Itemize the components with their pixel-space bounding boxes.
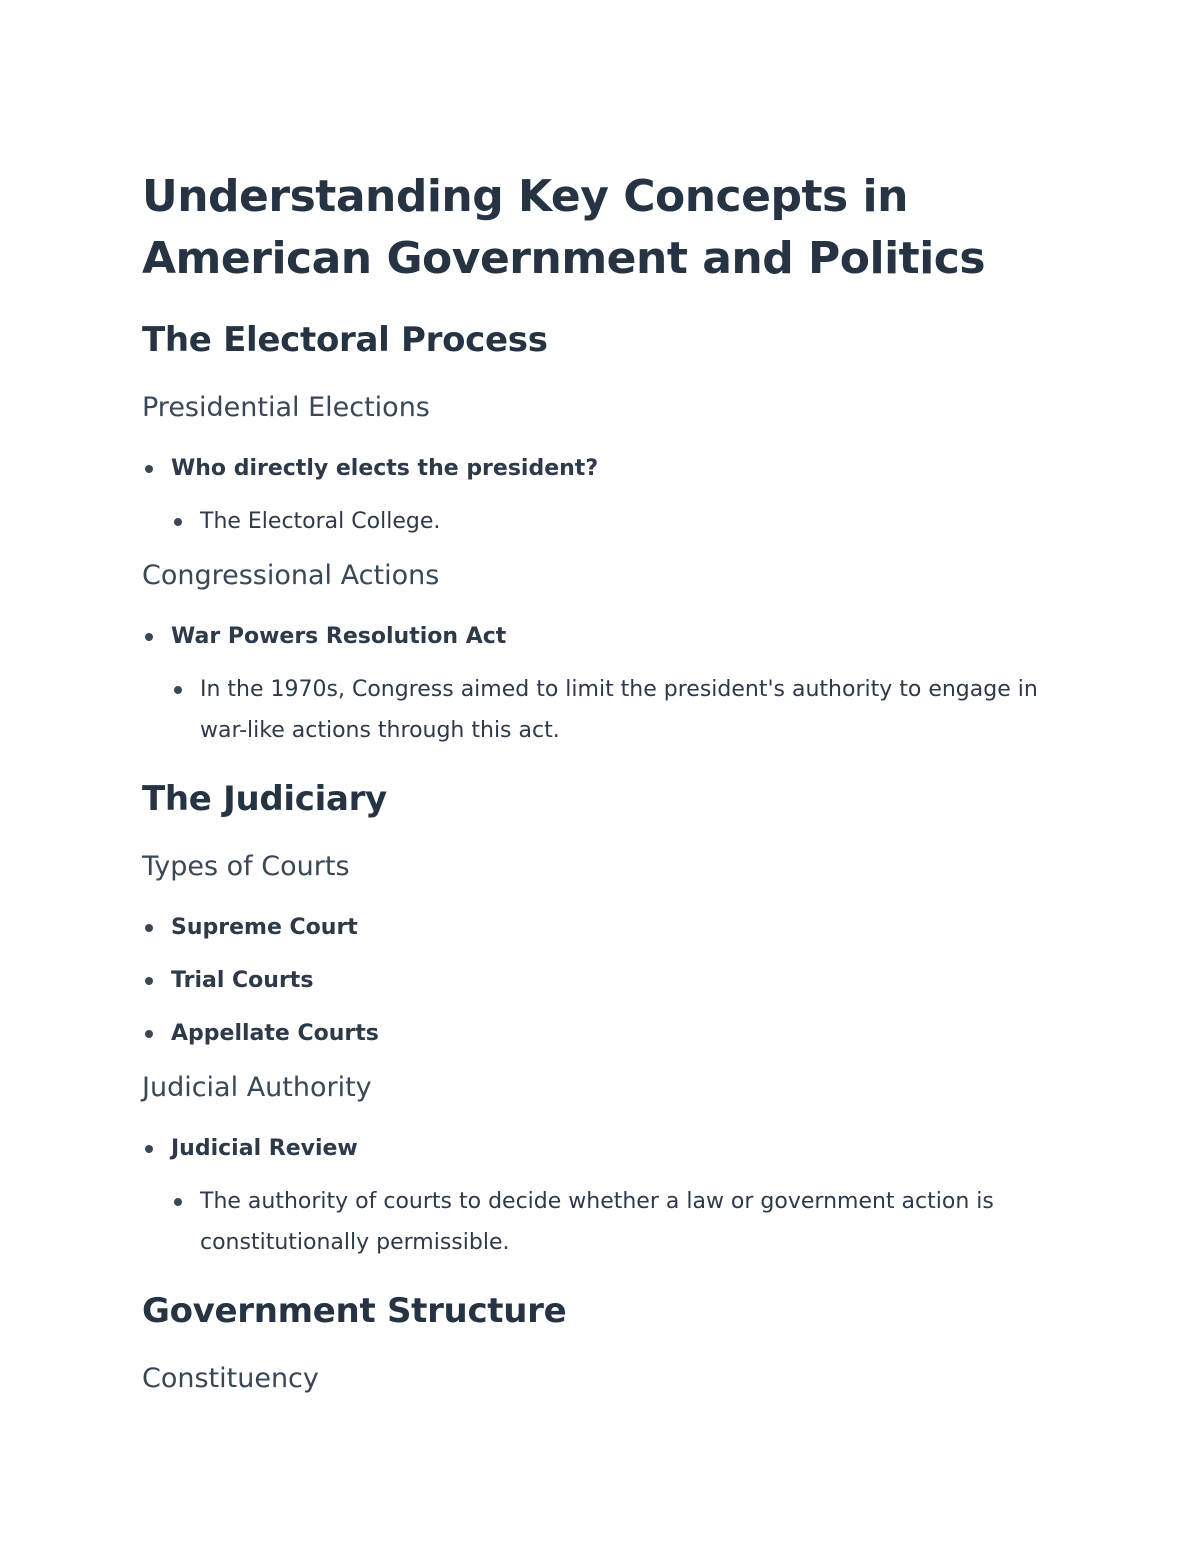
section-heading: The Judiciary xyxy=(142,779,387,819)
sub-list-item: The authority of courts to decide whether a law or government action is constitutionally permissible. xyxy=(171,1181,1060,1263)
bullet-list xyxy=(142,448,1060,542)
list-item: Supreme Court xyxy=(142,907,1060,948)
list-item: Who directly elects the president? xyxy=(142,448,1060,489)
list-item: Trial Courts xyxy=(142,960,1060,1001)
section-heading: The Electoral Process xyxy=(142,320,548,360)
bullet-list xyxy=(142,1128,1060,1263)
section-heading: Government Structure xyxy=(142,1291,567,1331)
sub-list-item: In the 1970s, Congress aimed to limit the president's authority to engage in war-like actions through this act. xyxy=(171,669,1060,751)
section-government-structure xyxy=(142,1289,1060,1399)
section-judiciary xyxy=(142,777,1060,1263)
list-item: Appellate Courts xyxy=(142,1013,1060,1054)
subsection-heading: Congressional Actions xyxy=(142,560,440,591)
bullet-list xyxy=(142,616,1060,751)
sub-list-item: The Electoral College. xyxy=(171,501,1060,542)
subsection-heading: Judicial Authority xyxy=(142,1072,372,1103)
bullet-list xyxy=(142,907,1060,1054)
section-electoral-process xyxy=(142,318,1060,751)
subsection-heading: Presidential Elections xyxy=(142,392,430,423)
document-title: Understanding Key Concepts in American Government and Politics xyxy=(142,171,986,284)
list-item: War Powers Resolution Act xyxy=(142,616,1060,657)
subsection-heading: Types of Courts xyxy=(142,851,350,882)
list-item: Judicial Review xyxy=(142,1128,1060,1169)
subsection-heading: Constituency xyxy=(142,1363,319,1394)
